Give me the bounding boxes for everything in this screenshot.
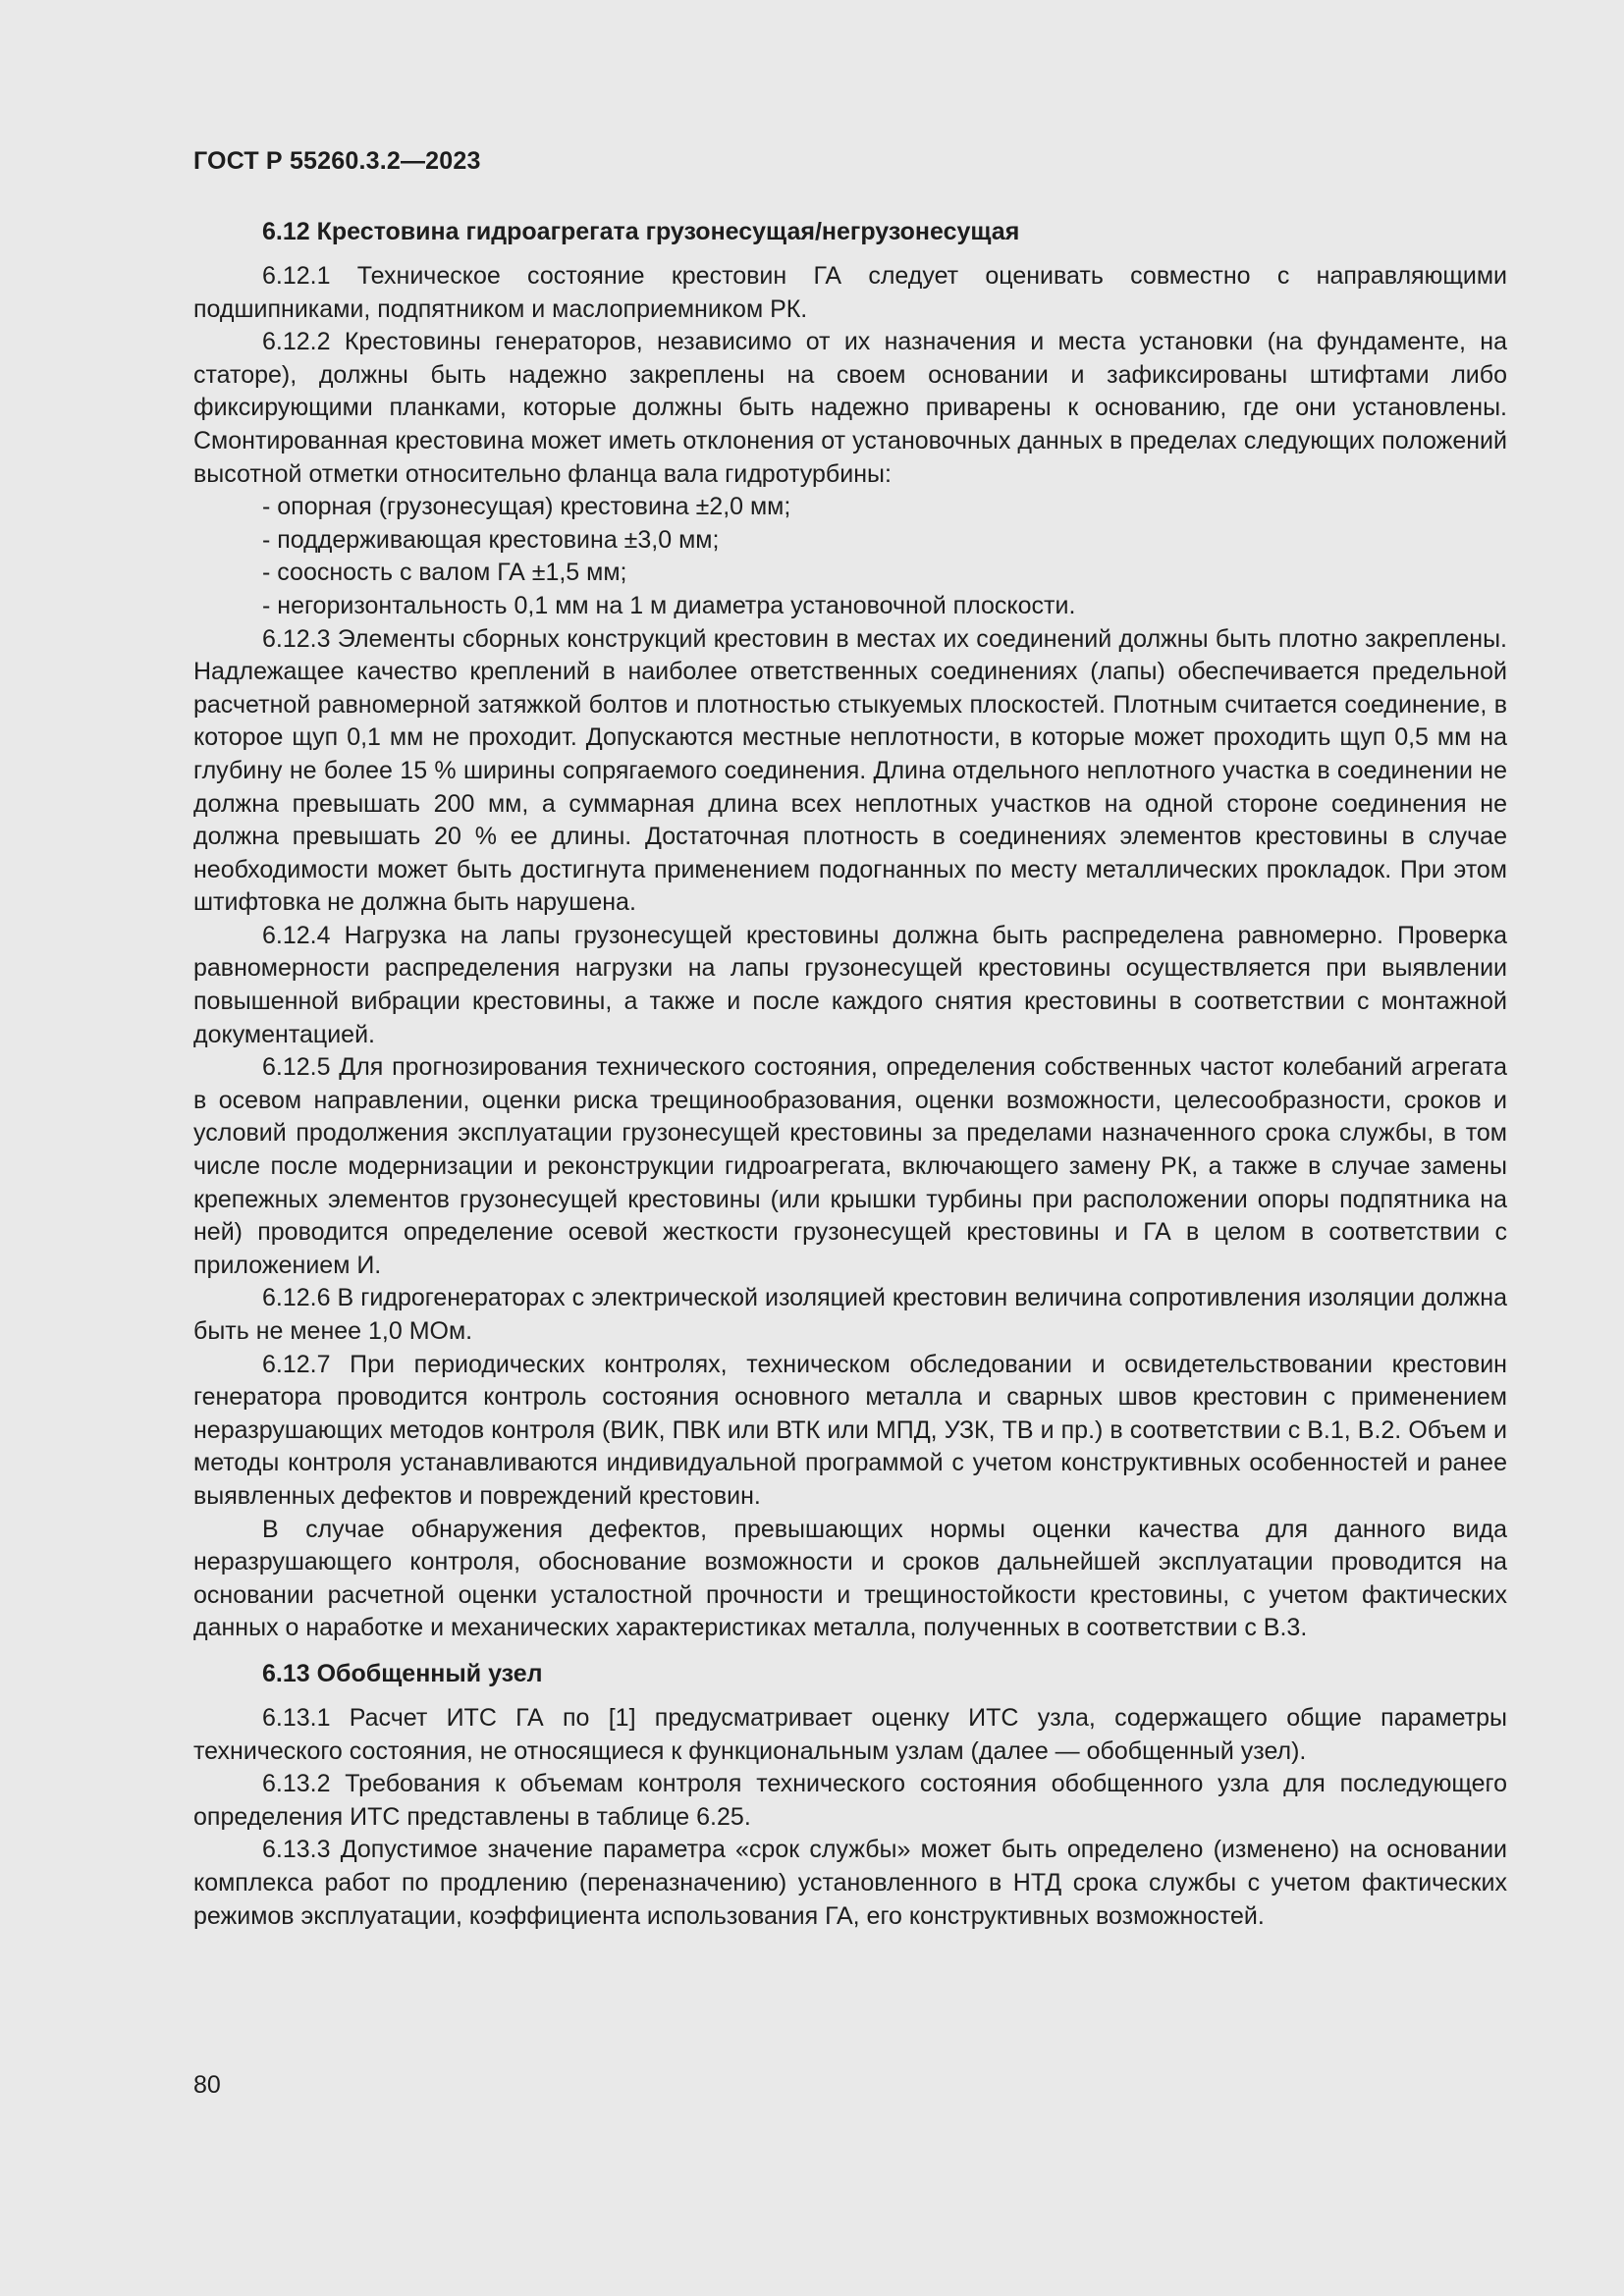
paragraph: 6.13.2 Требования к объемам контроля технического состояния обобщенного узла для последующего определения ИТС представлены в таблице 6.25.	[193, 1770, 1507, 1831]
section-title: 6.12 Крестовина гидроагрегата грузонесущая/негрузонесущая	[262, 218, 1020, 245]
section-6-12	[193, 215, 1507, 1645]
page-number: 80	[193, 2071, 221, 2099]
list-item: - поддерживающая крестовина ±3,0 мм;	[262, 525, 720, 554]
paragraph: 6.12.7 При периодических контролях, техническом обследовании и освидетельствовании крестовин генератора проводится контроль состояния основного металла и сварных швов крестовин с применением неразрушающих методов контроля (ВИК, ПВК или ВТК или МПД, УЗК, ТВ и пр.) в соответствии с В.1, В.2. Объем и методы контроля устанавливаются индивидуальной программой с учетом конструктивных особенностей и ранее выявленных дефектов и повреждений крестовин.	[193, 1350, 1507, 1510]
list-item: - соосность с валом ГА ±1,5 мм;	[262, 559, 627, 587]
document-page	[193, 147, 1507, 1933]
paragraph: 6.13.1 Расчет ИТС ГА по [1] предусматривает оценку ИТС узла, содержащего общие параметры технического состояния, не относящиеся к функциональным узлам (далее — обобщенный узел).	[193, 1703, 1507, 1765]
list-item: - негоризонтальность 0,1 мм на 1 м диаметра установочной плоскости.	[262, 591, 1076, 619]
paragraph: 6.12.4 Нагрузка на лапы грузонесущей крестовины должна быть распределена равномерно. Проверка равномерности распределения нагрузки на лапы грузонесущей крестовины осуществляется при выявлении повышенной вибрации крестовины, а также и после каждого снятия крестовины в соответствии с монтажной документацией.	[193, 921, 1507, 1048]
document-code-header: ГОСТ Р 55260.3.2—2023	[193, 147, 481, 175]
paragraph: 6.12.5 Для прогнозирования технического состояния, определения собственных частот колебаний агрегата в осевом направлении, оценки риска трещинообразования, оценки возможности, целесообразности, сроков и условий продолжения эксплуатации грузонесущей крестовины за пределами назначенного срока службы, в том числе после модернизации и реконструкции гидроагрегата, включающего замену РК, а также в случае замены крепежных элементов грузонесущей крестовины (или крышки турбины при расположении опоры подпятника на ней) проводится определение осевой жесткости грузонесущей крестовины и ГА в целом в соответствии с приложением И.	[193, 1053, 1507, 1279]
list-item: - опорная (грузонесущая) крестовина ±2,0 мм;	[262, 493, 791, 521]
paragraph: 6.13.3 Допустимое значение параметра «срок службы» может быть определено (изменено) на основании комплекса работ по продлению (переназначению) установленного в НТД срока службы с учетом фактических режимов эксплуатации, коэффициента использования ГА, его конструктивных возможностей.	[193, 1836, 1507, 1930]
paragraph: 6.12.2 Крестовины генераторов, независимо от их назначения и места установки (на фундаменте, на статоре), должны быть надежно закреплены на своем основании и зафиксированы штифтами либо фиксирующими планками, которые должны быть надежно приварены к основанию, где они установлены. Смонтированная крестовина может иметь отклонения от установочных данных в пределах следующих положений высотной отметки относительно фланца вала гидротурбины:	[193, 328, 1507, 488]
paragraph: 6.12.1 Техническое состояние крестовин ГА следует оценивать совместно с направляющими подшипниками, подпятником и маслоприемником РК.	[193, 262, 1507, 323]
paragraph: 6.12.6 В гидрогенераторах с электрической изоляцией крестовин величина сопротивления изоляции должна быть не менее 1,0 МОм.	[193, 1284, 1507, 1345]
paragraph: 6.12.3 Элементы сборных конструкций крестовин в местах их соединений должны быть плотно закреплены. Надлежащее качество креплений в наиболее ответственных соединениях (лапы) обеспечивается предельной расчетной равномерной затяжкой болтов и плотностью стыкуемых плоскостей. Плотным считается соединение, в которое щуп 0,1 мм не проходит. Допускаются местные неплотности, в которые может проходить щуп 0,5 мм на глубину не более 15 % ширины сопрягаемого соединения. Длина отдельного неплотного участка в соединении не должна превышать 200 мм, а суммарная длина всех неплотных участков на одной стороне соединения не должна превышать 20 % ее длины. Достаточная плотность в соединениях элементов крестовины в случае необходимости может быть достигнута применением подогнанных по месту металлических прокладок. При этом штифтовка не должна быть нарушена.	[193, 624, 1507, 917]
paragraph: В случае обнаружения дефектов, превышающих нормы оценки качества для данного вида неразрушающего контроля, обоснование возможности и сроков дальнейшей эксплуатации проводится на основании расчетной оценки усталостной прочности и трещиностойкости крестовины, с учетом фактических данных о наработке и механических характеристиках металла, полученных в соответствии с В.3.	[193, 1515, 1507, 1642]
section-6-13	[193, 1657, 1507, 1933]
section-title: 6.13 Обобщенный узел	[262, 1659, 543, 1687]
